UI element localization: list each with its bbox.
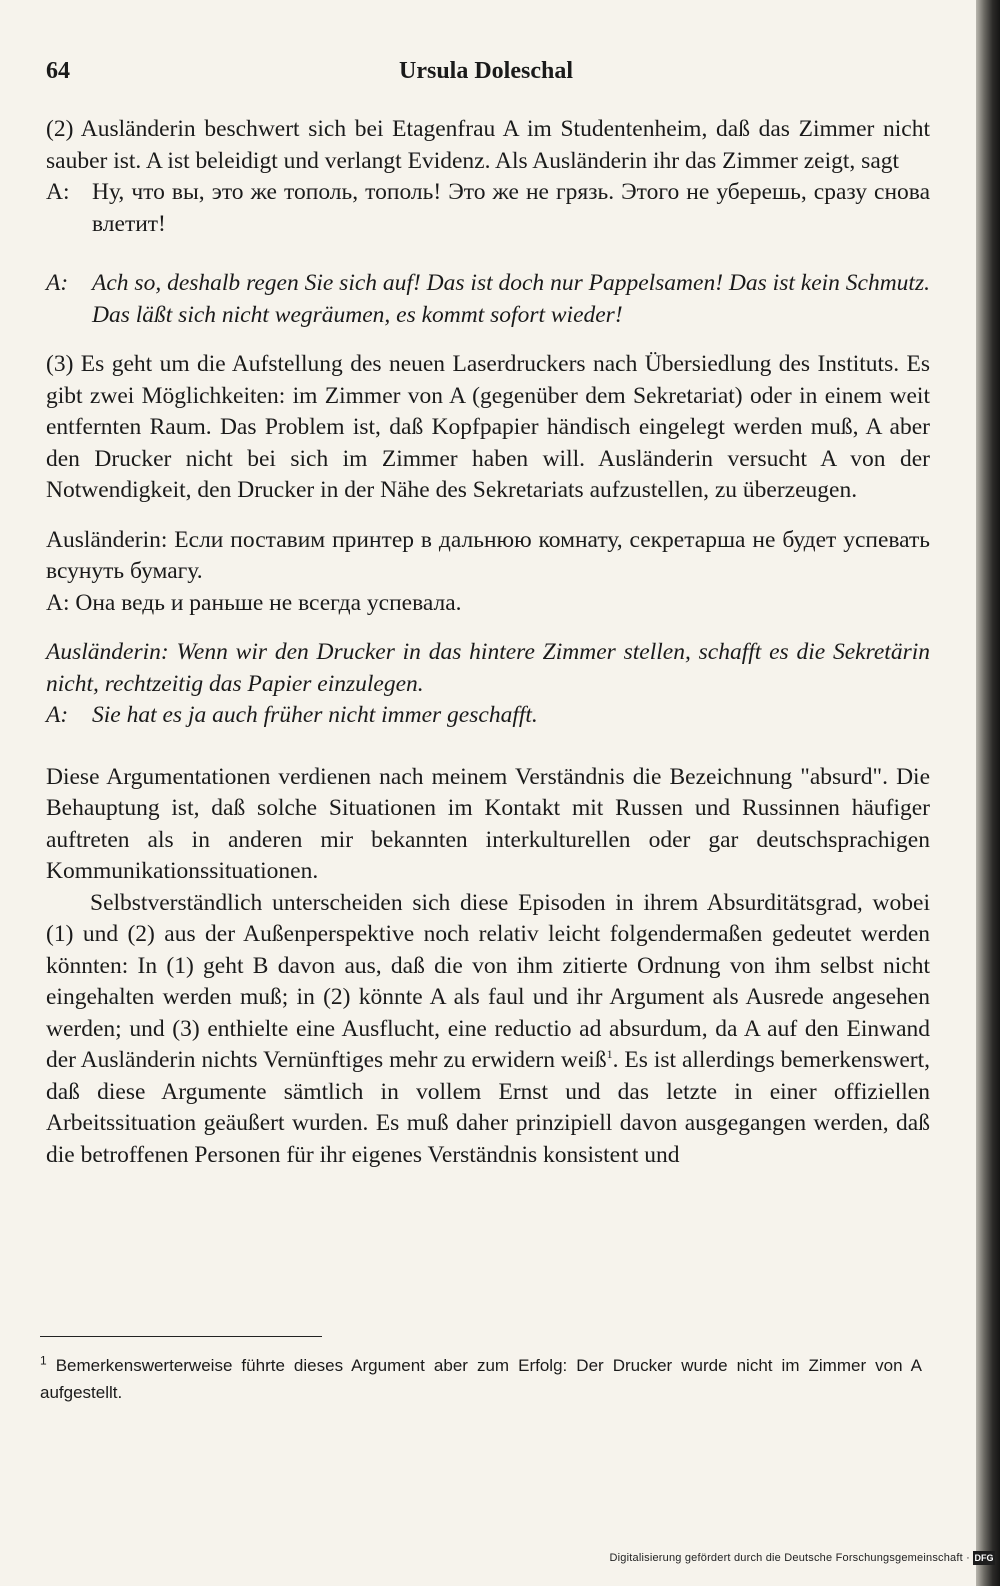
footnote-marker: 1 [40,1353,47,1368]
page-number: 64 [46,58,70,84]
example-2-intro: (2) Ausländerin beschwert sich bei Etagenfrau A im Studentenheim, daß das Zimmer nicht sauber ist. A ist beleidigt und verlangt Evidenz. Als Ausländerin ihr das Zimmer zeigt, sagt [46,116,930,174]
german-translation: Sie hat es ja auch früher nicht immer geschafft. [92,702,538,728]
footnote-reference[interactable]: 1 [606,1047,613,1062]
footnote-divider [40,1336,322,1337]
paragraph-text: Selbstverständlich unterscheiden sich diese Episoden in ihrem Absurditätsgrad, wobei (1) und (2) aus der Außenperspektive noch relativ leicht folgendermaßen gedeutet werden könnten: In (1) geht B davon aus, daß die von ihm zitierte Ordnung von ihm selbst nicht eingehalten werden muß; in (2) könnte A als faul und ihr Argument als Ausrede angesehen werden; und (3) enthielte eine Ausflucht, eine reductio ad absurdum, da A auf den Einwand der Ausländerin nichts Vernünftiges mehr zu erwidern weiß [46,889,930,1073]
german-translation: Ach so, deshalb regen Sie sich auf! Das ist doch nur Pappelsamen! Das ist kein Schmutz. Das läßt sich nicht wegräumen, es kommt sofort wieder! [92,270,930,328]
page-header [46,58,926,98]
example-3-russian-line-2: A: Она ведь и раньше не всегда успевала. [46,589,462,616]
example-3-russian-line-1: Ausländerin: Если поставим принтер в дальнюю комнату, секретарша не будет успевать всунуть бумагу. [46,526,930,584]
paragraph-text: . Es ist allerdings bemerkenswert, daß diese Argumente sämtlich in vollem Ernst und das letzte in einer offiziellen Arbeitssituation geäußert wurden. Es muß daher prinzipiell davon ausgegangen werden, daß die betroffenen Personen für ihr eigenes Verständnis konsistent und [46,1047,930,1168]
body-text [46,114,930,1171]
footnote [40,1352,922,1406]
speaker-label: A: [46,702,69,728]
russian-utterance: Ну, что вы, это же тополь, тополь! Это же не грязь. Этого не уберешь, сразу снова влетит! [92,179,930,237]
binding-shadow [976,0,1000,1586]
footnote-text: Bemerkenswerterweise führte dieses Argument aber zum Erfolg: Der Drucker wurde nicht im Zimmer von A aufgestellt. [40,1356,922,1402]
example-3-german-line-2 [46,700,930,732]
dfg-logo: DFG [974,1553,994,1563]
example-3-intro: (3) Es geht um die Aufstellung des neuen Laserdruckers nach Übersiedlung des Instituts. Es gibt zwei Möglichkeiten: im Zimmer von A (gegenüber dem Sekretariat) oder in einem weit entfernten Raum. Das Problem ist, daß Kopfpapier händisch eingelegt werden muß, A aber den Drucker nicht bei sich im Zimmer haben will. Ausländerin versucht A von der Notwendigkeit, den Drucker in der Nähe des Sekretariats aufzustellen, zu überzeugen. [46,351,930,503]
example-3-german-line-1: Ausländerin: Wenn wir den Drucker in das hintere Zimmer stellen, schafft es die Sekretärin nicht, rechtzeitig das Papier einzulegen. [46,639,930,697]
example-2-german-line [46,268,930,331]
speaker-label: A: [46,179,70,205]
digitization-credit: Digitalisierung gefördert durch die Deutsche Forschungsgemeinschaft · [609,1552,970,1564]
discussion-paragraph-1: Diese Argumentationen verdienen nach meinem Verständnis die Bezeichnung "absurd". Die Behauptung ist, daß solche Situationen im Kontakt mit Russen und Russinnen häufiger auftreten als in anderen mir bekannten interkulturellen oder gar deutschsprachigen Kommunikationssituationen. [46,763,930,884]
example-2-russian-line [46,177,930,240]
discussion-paragraph-2 [46,888,930,1172]
speaker-label: A: [46,270,69,296]
running-head: Ursula Doleschal [399,58,573,84]
